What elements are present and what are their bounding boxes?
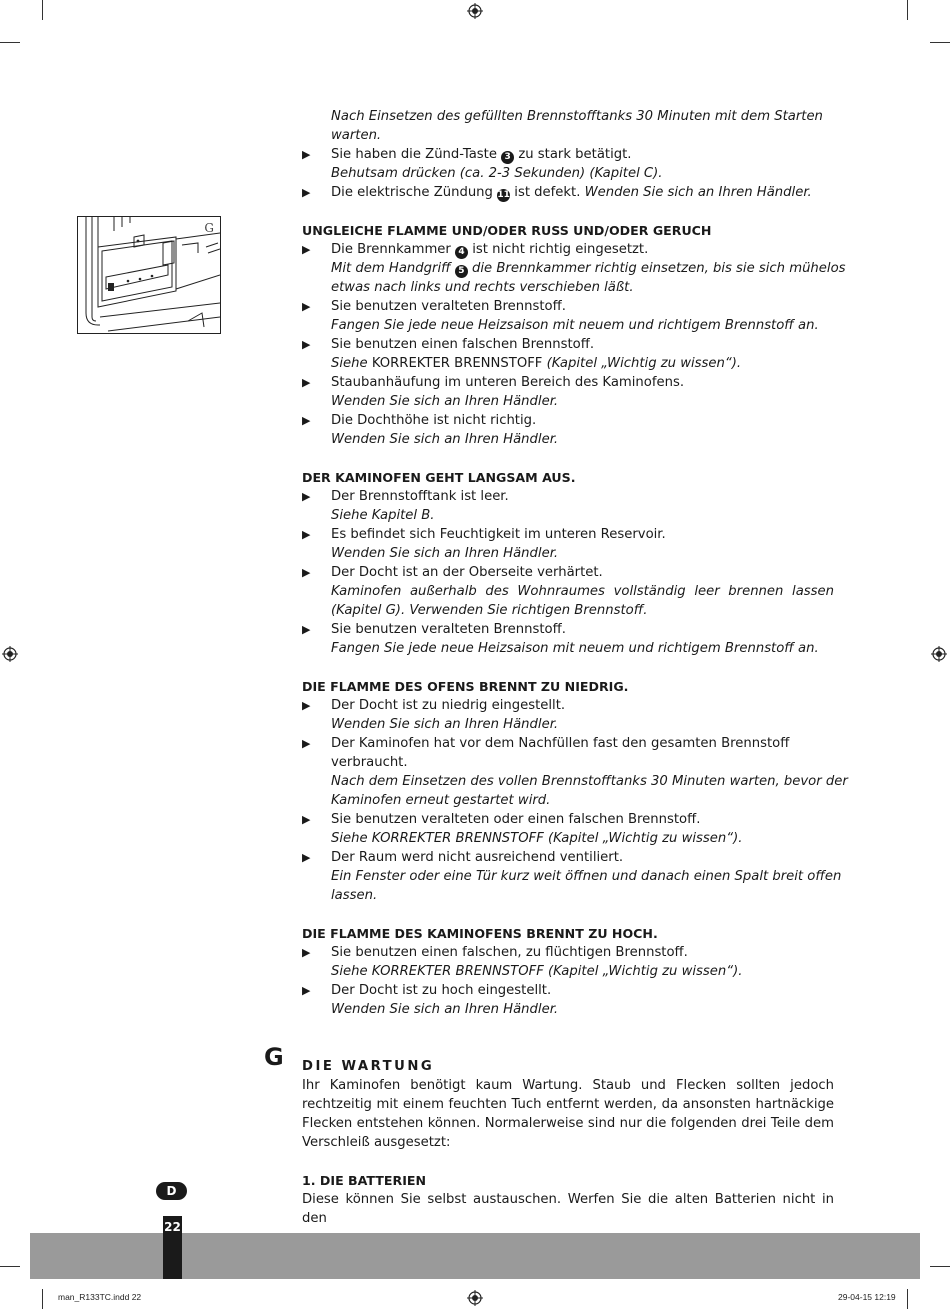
crop-mark bbox=[930, 42, 950, 43]
text-segment: Wenden Sie sich an Ihren Händler. bbox=[331, 432, 559, 447]
text-segment: Staubanhäufung im unteren Bereich des Kaminofens. bbox=[331, 375, 685, 390]
text-segment: Es befindet sich Feuchtigkeit im unteren Reservoir. bbox=[331, 527, 666, 542]
component-number-badge: 11 bbox=[497, 190, 510, 200]
bullet-arrow-icon: ▶ bbox=[302, 490, 311, 503]
illustration-label: G bbox=[204, 221, 214, 235]
component-number-badge: 5 bbox=[455, 265, 468, 278]
page-number: 22 bbox=[163, 1216, 182, 1279]
text-line bbox=[302, 126, 834, 145]
text-line bbox=[302, 867, 842, 886]
component-number-badge: 4 bbox=[455, 246, 468, 259]
text-segment: ist nicht richtig eingesetzt. bbox=[468, 242, 649, 257]
text-segment: Sie haben die Zünd-Taste bbox=[331, 147, 502, 162]
text-segment: Mit dem Handgriff bbox=[331, 261, 455, 276]
bullet-arrow-icon: ▶ bbox=[302, 148, 311, 161]
text-line bbox=[302, 392, 834, 411]
text-line bbox=[302, 354, 834, 373]
text-segment: Siehe KORREKTER BRENNSTOFF (Kapitel „Wichtig zu wissen“). bbox=[331, 831, 743, 846]
text-segment: (Kapitel „Wichtig zu wissen“). bbox=[546, 356, 742, 371]
bullet-item bbox=[302, 696, 834, 715]
bullet-item bbox=[302, 297, 834, 316]
bullet-arrow-icon: ▶ bbox=[302, 699, 311, 712]
bullet-arrow-icon: ▶ bbox=[302, 376, 311, 389]
spacer bbox=[302, 449, 834, 468]
text-line bbox=[302, 506, 834, 525]
text-segment: UNGLEICHE FLAMME UND/ODER RUSS UND/ODER GERUCH bbox=[302, 223, 712, 238]
text-line bbox=[302, 639, 834, 658]
crop-mark bbox=[930, 1266, 950, 1267]
text-line bbox=[302, 1076, 834, 1095]
bullet-item bbox=[302, 183, 834, 202]
text-line bbox=[302, 259, 846, 278]
component-number-badge: 3 bbox=[501, 151, 514, 164]
text-segment: verbraucht. bbox=[331, 755, 408, 770]
text-segment: Fangen Sie jede neue Heizsaison mit neuem und richtigem Brennstoff an. bbox=[331, 641, 819, 656]
bullet-item bbox=[302, 943, 834, 962]
text-line bbox=[302, 962, 834, 981]
bullet-item bbox=[302, 981, 834, 1000]
spacer bbox=[302, 1038, 834, 1057]
text-line bbox=[302, 772, 848, 791]
section-letter: G bbox=[264, 1043, 284, 1071]
text-segment: Verschleiß ausgesetzt: bbox=[302, 1135, 451, 1150]
heater-illustration bbox=[77, 216, 221, 334]
text-segment: lassen. bbox=[331, 888, 378, 903]
text-segment: Der Docht ist zu hoch eingestellt. bbox=[331, 983, 552, 998]
text-segment: warten. bbox=[331, 128, 382, 143]
text-segment: Sie benutzen veralteten oder einen falschen Brennstoff. bbox=[331, 812, 701, 827]
text-line bbox=[302, 753, 834, 772]
text-segment: Sie benutzen veralteten Brennstoff. bbox=[331, 299, 566, 314]
chapter-title bbox=[302, 1057, 834, 1076]
section-heading bbox=[302, 221, 834, 240]
text-segment: Kaminofen außerhalb des Wohnraumes vollständig leer brennen lassen bbox=[331, 584, 834, 599]
text-segment: Flecken entstehen können. Normalerweise sind nur die folgenden drei Teile dem bbox=[302, 1116, 834, 1131]
text-segment: Diese können Sie selbst austauschen. Werfen Sie die alten Batterien nicht in den bbox=[302, 1192, 834, 1226]
bullet-item bbox=[302, 525, 834, 544]
text-segment: Sie benutzen einen falschen Brennstoff. bbox=[331, 337, 595, 352]
spacer bbox=[302, 658, 834, 677]
text-segment: KORREKTER BRENNSTOFF bbox=[371, 356, 547, 371]
text-segment: Sie benutzen einen falschen, zu flüchtigen Brennstoff. bbox=[331, 945, 688, 960]
spacer bbox=[302, 1019, 834, 1038]
registration-mark-icon bbox=[467, 1290, 483, 1306]
section-heading bbox=[302, 677, 834, 696]
text-line bbox=[302, 164, 834, 183]
bullet-item bbox=[302, 563, 834, 582]
bullet-item bbox=[302, 810, 834, 829]
bullet-arrow-icon: ▶ bbox=[302, 300, 311, 313]
text-segment: die Brennkammer richtig einsetzen, bis sie sich mühelos bbox=[467, 261, 846, 276]
bullet-item bbox=[302, 373, 834, 392]
text-segment: Sie benutzen veralteten Brennstoff. bbox=[331, 622, 566, 637]
bullet-item bbox=[302, 620, 834, 639]
text-line bbox=[302, 1095, 834, 1114]
text-segment: Der Docht ist zu niedrig eingestellt. bbox=[331, 698, 566, 713]
bullet-item bbox=[302, 411, 834, 430]
bullet-arrow-icon: ▶ bbox=[302, 623, 311, 636]
text-line bbox=[302, 791, 834, 810]
text-line bbox=[302, 107, 834, 126]
text-segment: Behutsam drücken (ca. 2-3 Sekunden) (Kapitel C). bbox=[331, 166, 663, 181]
text-segment: Wenden Sie sich an Ihren Händler. bbox=[584, 185, 812, 200]
text-segment: etwas nach links und rechts verschieben läßt. bbox=[331, 280, 634, 295]
bullet-item bbox=[302, 734, 834, 753]
text-line bbox=[302, 601, 834, 620]
bullet-item bbox=[302, 145, 834, 164]
manual-text-column bbox=[302, 107, 848, 1228]
text-segment: (Kapitel G). Verwenden Sie richtigen Brennstoff. bbox=[331, 603, 648, 618]
bullet-item bbox=[302, 848, 834, 867]
text-segment: Nach Einsetzen des gefüllten Brennstofftanks 30 Minuten mit dem Starten bbox=[331, 109, 823, 124]
text-segment: Wenden Sie sich an Ihren Händler. bbox=[331, 394, 559, 409]
text-segment: Der Kaminofen hat vor dem Nachfüllen fast den gesamten Brennstoff bbox=[331, 736, 790, 751]
text-line bbox=[302, 278, 834, 297]
heater-control-panel-drawing bbox=[78, 217, 220, 333]
section-heading bbox=[302, 468, 834, 487]
text-segment: DIE FLAMME DES KAMINOFENS BRENNT ZU HOCH. bbox=[302, 926, 658, 941]
text-segment: Wenden Sie sich an Ihren Händler. bbox=[331, 717, 559, 732]
crop-mark bbox=[42, 1289, 43, 1309]
text-segment: Siehe KORREKTER BRENNSTOFF (Kapitel „Wichtig zu wissen“). bbox=[331, 964, 743, 979]
text-segment: rechtzeitig mit einem feuchten Tuch entfernt werden, da ansonsten hartnäckige bbox=[302, 1097, 834, 1112]
text-segment: Der Docht ist an der Oberseite verhärtet. bbox=[331, 565, 603, 580]
text-segment: 1. DIE BATTERIEN bbox=[302, 1173, 427, 1188]
text-segment: Wenden Sie sich an Ihren Händler. bbox=[331, 546, 559, 561]
text-line bbox=[302, 829, 834, 848]
text-segment: DER KAMINOFEN GEHT LANGSAM AUS. bbox=[302, 470, 576, 485]
footer-file-info: man_R133TC.indd 22 bbox=[58, 1292, 142, 1302]
text-segment: Die Dochthöhe ist nicht richtig. bbox=[331, 413, 537, 428]
crop-mark bbox=[0, 42, 20, 43]
text-segment: Der Brennstofftank ist leer. bbox=[331, 489, 509, 504]
text-segment: ist defekt. bbox=[510, 185, 585, 200]
bullet-item bbox=[302, 487, 834, 506]
section-heading bbox=[302, 924, 834, 943]
text-line bbox=[302, 1190, 834, 1228]
text-segment: DIE WARTUNG bbox=[302, 1059, 435, 1074]
text-segment: Die Brennkammer bbox=[331, 242, 456, 257]
bullet-arrow-icon: ▶ bbox=[302, 414, 311, 427]
bullet-arrow-icon: ▶ bbox=[302, 338, 311, 351]
bullet-arrow-icon: ▶ bbox=[302, 984, 311, 997]
text-segment: Siehe Kapitel B. bbox=[331, 508, 435, 523]
text-line bbox=[302, 582, 834, 601]
text-segment: Ein Fenster oder eine Tür kurz weit öffnen und danach einen Spalt breit offen bbox=[331, 869, 842, 884]
registration-mark-icon bbox=[931, 646, 947, 662]
bullet-arrow-icon: ▶ bbox=[302, 528, 311, 541]
text-segment: Ihr Kaminofen benötigt kaum Wartung. Staub und Flecken sollten jedoch bbox=[302, 1078, 834, 1093]
registration-mark-icon bbox=[2, 646, 18, 662]
crop-mark bbox=[42, 0, 43, 20]
bullet-item bbox=[302, 240, 834, 259]
text-line bbox=[302, 1114, 834, 1133]
text-segment: DIE FLAMME DES OFENS BRENNT ZU NIEDRIG. bbox=[302, 679, 629, 694]
spacer bbox=[302, 202, 834, 221]
registration-mark-icon bbox=[467, 3, 483, 19]
section-heading bbox=[302, 1171, 834, 1190]
bullet-arrow-icon: ▶ bbox=[302, 851, 311, 864]
text-segment: Nach dem Einsetzen des vollen Brennstofftanks 30 Minuten warten, bevor der bbox=[331, 774, 848, 789]
footer-date-time: 29-04-15 12:19 bbox=[838, 1292, 896, 1302]
bullet-arrow-icon: ▶ bbox=[302, 243, 311, 256]
text-line bbox=[302, 1000, 834, 1019]
text-segment: Kaminofen erneut gestartet wird. bbox=[331, 793, 551, 808]
bullet-arrow-icon: ▶ bbox=[302, 946, 311, 959]
text-line bbox=[302, 1133, 834, 1152]
text-segment: Wenden Sie sich an Ihren Händler. bbox=[331, 1002, 559, 1017]
crop-mark bbox=[907, 0, 908, 20]
text-segment: Siehe bbox=[331, 356, 372, 371]
crop-mark bbox=[907, 1289, 908, 1309]
spacer bbox=[302, 1152, 834, 1171]
bullet-arrow-icon: ▶ bbox=[302, 566, 311, 579]
text-segment: Die elektrische Zündung bbox=[331, 185, 498, 200]
bullet-arrow-icon: ▶ bbox=[302, 186, 311, 199]
text-segment: zu stark betätigt. bbox=[514, 147, 632, 162]
bullet-arrow-icon: ▶ bbox=[302, 813, 311, 826]
text-line bbox=[302, 544, 834, 563]
bullet-item bbox=[302, 335, 834, 354]
text-line bbox=[302, 715, 834, 734]
text-line bbox=[302, 316, 834, 335]
text-line bbox=[302, 430, 834, 449]
crop-mark bbox=[0, 1266, 20, 1267]
bullet-arrow-icon: ▶ bbox=[302, 737, 311, 750]
spacer bbox=[302, 905, 834, 924]
text-segment: Fangen Sie jede neue Heizsaison mit neuem und richtigem Brennstoff an. bbox=[331, 318, 819, 333]
text-line bbox=[302, 886, 834, 905]
language-badge: D bbox=[156, 1182, 187, 1200]
text-segment: Der Raum werd nicht ausreichend ventiliert. bbox=[331, 850, 624, 865]
